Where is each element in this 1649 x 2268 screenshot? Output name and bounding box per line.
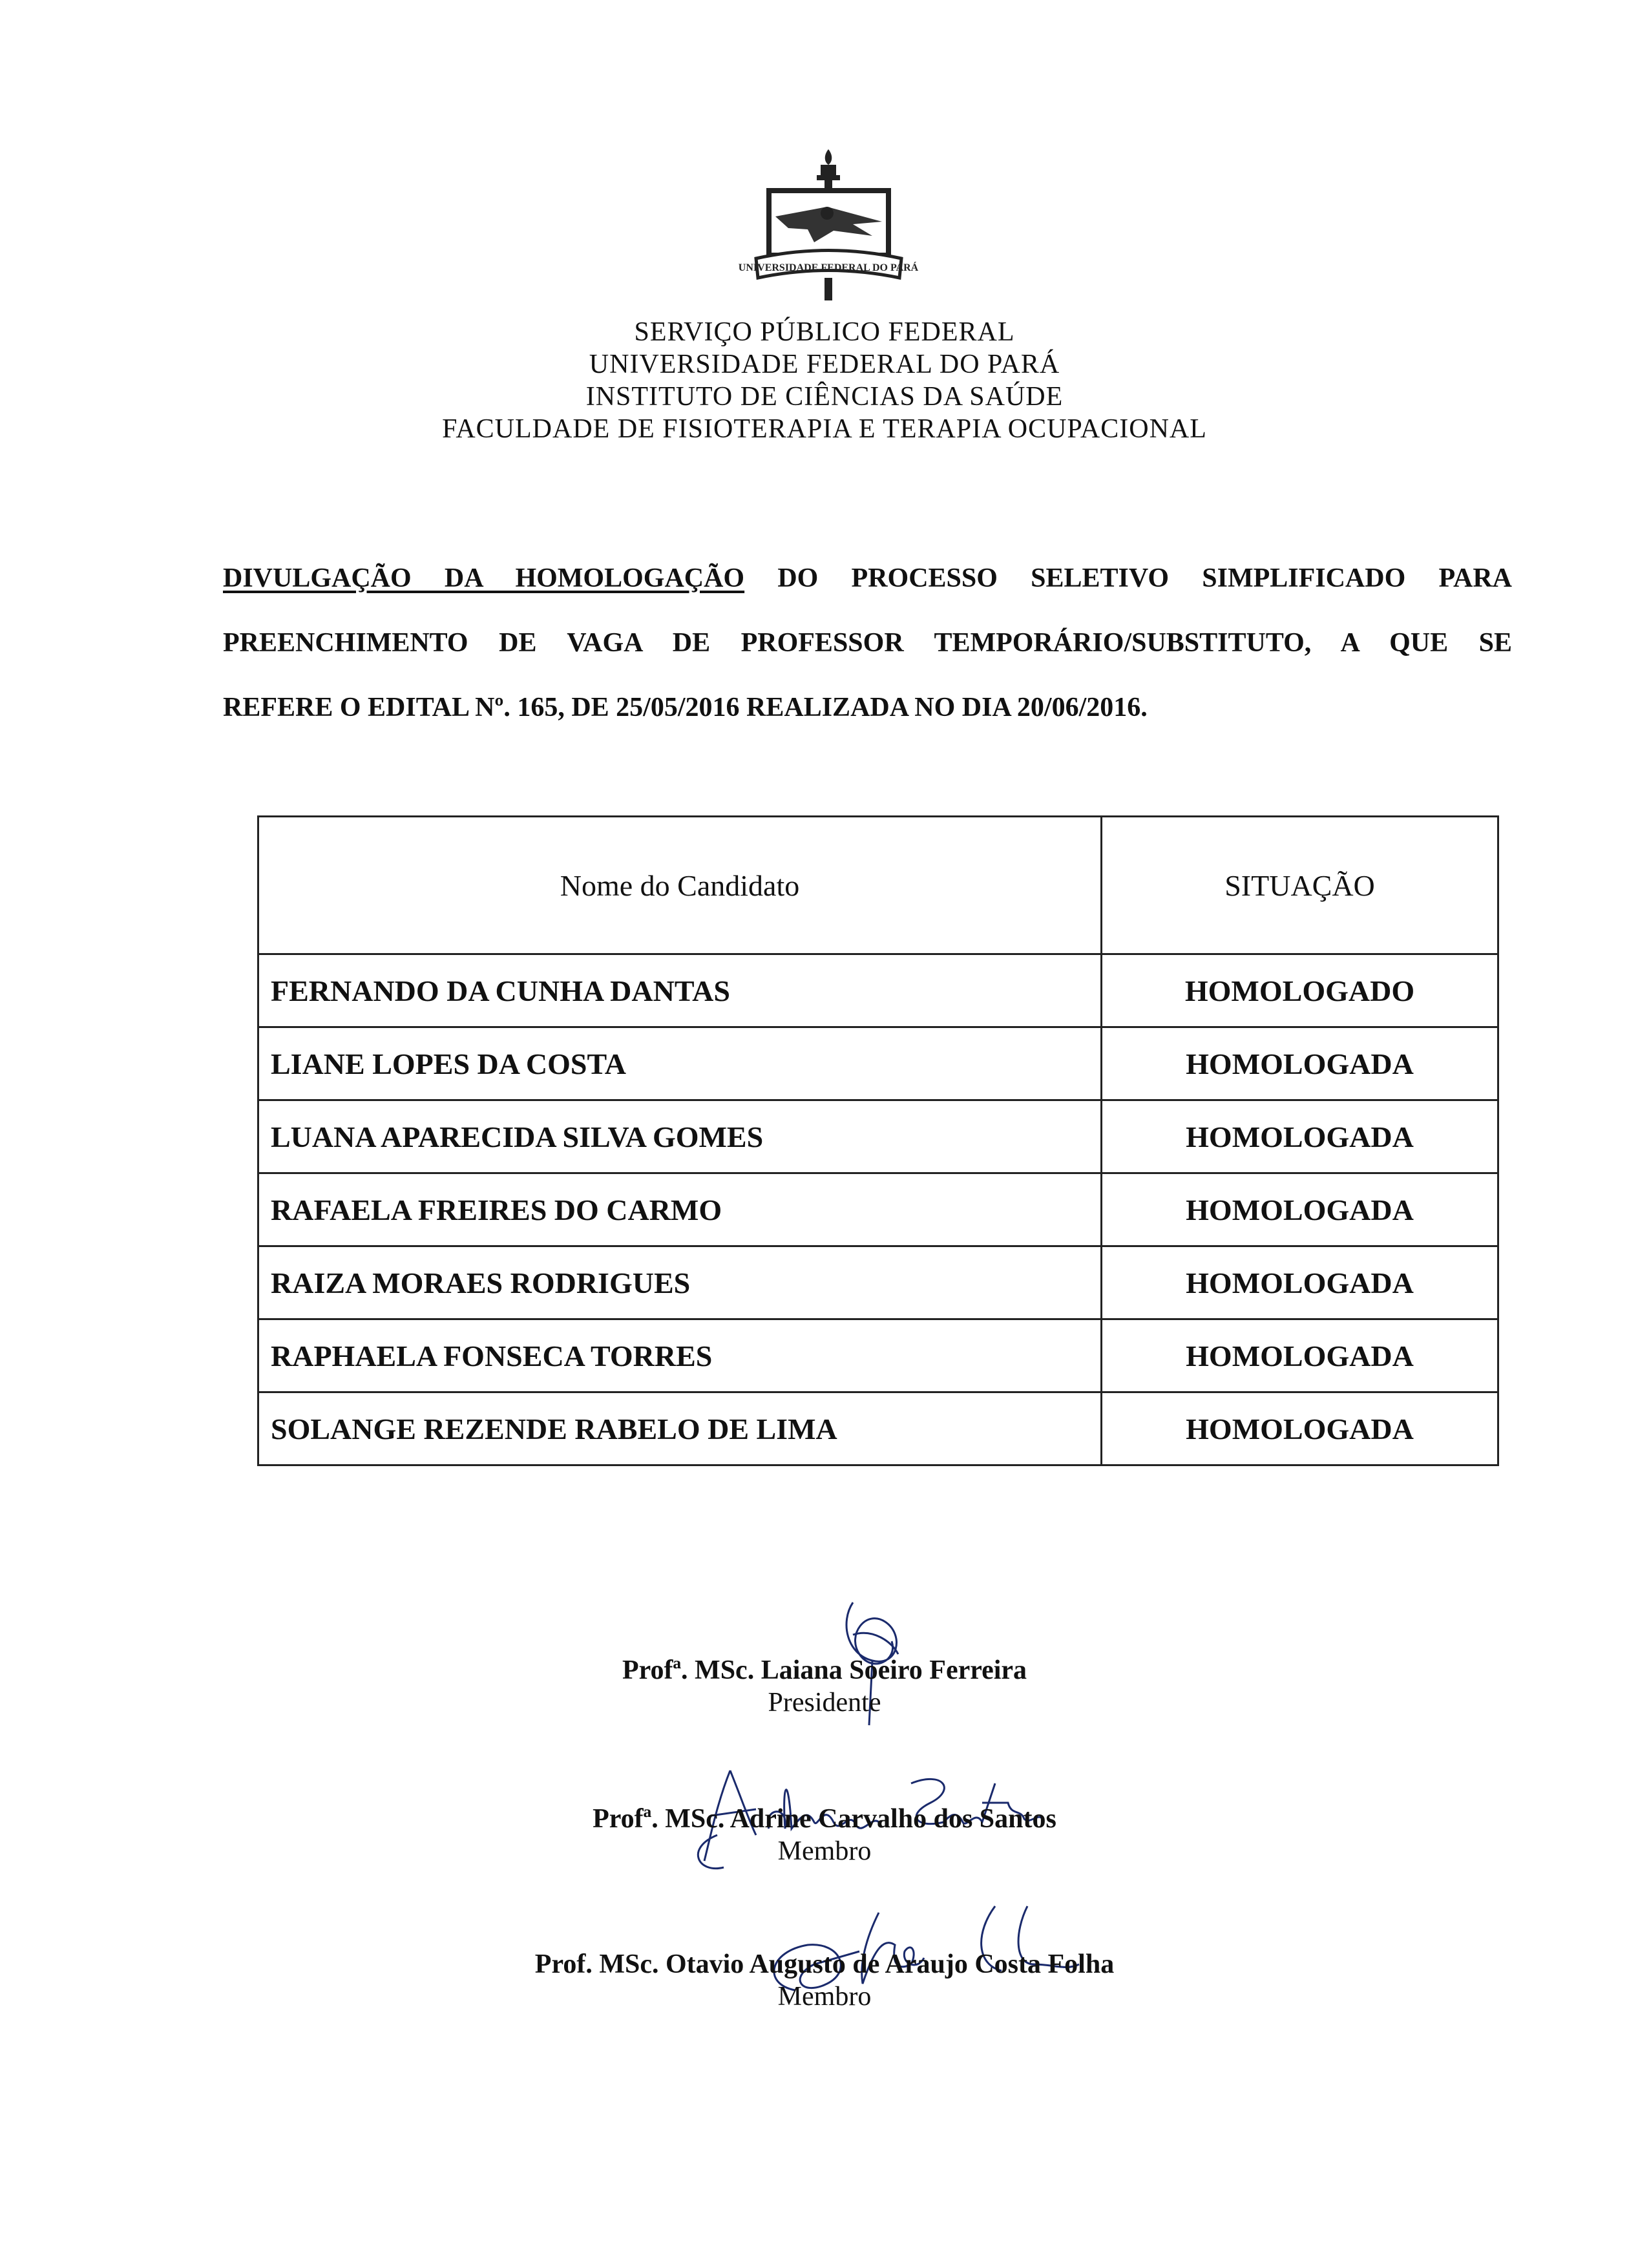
candidate-status: HOMOLOGADA: [1102, 1027, 1498, 1100]
candidate-status: HOMOLOGADA: [1102, 1392, 1498, 1465]
university-crest-logo: [738, 145, 919, 304]
candidate-name: RAIZA MORAES RODRIGUES: [258, 1246, 1102, 1319]
table-header-row: [258, 817, 1498, 954]
signatory-3: [0, 1948, 1649, 2013]
signatory-2-role: Membro: [777, 1836, 872, 1866]
signatory-1-name: Profª. MSc. Laiana Soeiro Ferreira: [622, 1655, 1027, 1685]
table-row: [258, 954, 1498, 1027]
candidate-name: LUANA APARECIDA SILVA GOMES: [258, 1100, 1102, 1173]
announcement-paragraph: [223, 546, 1512, 740]
column-header-name: Nome do Candidato: [258, 817, 1102, 954]
candidate-status: HOMOLOGADA: [1102, 1246, 1498, 1319]
candidate-name: LIANE LOPES DA COSTA: [258, 1027, 1102, 1100]
table-row: [258, 1027, 1498, 1100]
table-row: [258, 1100, 1498, 1173]
intro-line-2: PREENCHIMENTO DE VAGA DE PROFESSOR TEMPORÁRIO/SUBSTITUTO, A QUE SE: [223, 628, 1512, 658]
candidate-status: HOMOLOGADA: [1102, 1173, 1498, 1246]
svg-text:UNIVERSIDADE FEDERAL DO PARÁ: UNIVERSIDADE FEDERAL DO PARÁ: [738, 262, 919, 273]
signatory-1: [0, 1654, 1649, 1719]
intro-line-1: [223, 546, 1512, 611]
table-row: [258, 1319, 1498, 1392]
candidate-name: SOLANGE REZENDE RABELO DE LIMA: [258, 1392, 1102, 1465]
header-line-3: INSTITUTO DE CIÊNCIAS DA SAÚDE: [585, 382, 1064, 412]
intro-underlined-title: DIVULGAÇÃO DA HOMOLOGAÇÃO: [223, 563, 745, 593]
table-row: [258, 1392, 1498, 1465]
intro-line-3: REFERE O EDITAL Nº. 165, DE 25/05/2016 REALIZADA NO DIA 20/06/2016.: [223, 693, 1148, 722]
header-line-1: SERVIÇO PÚBLICO FEDERAL: [634, 317, 1015, 347]
candidate-status: HOMOLOGADO: [1102, 954, 1498, 1027]
candidate-name: FERNANDO DA CUNHA DANTAS: [258, 954, 1102, 1027]
column-header-status: SITUAÇÃO: [1102, 817, 1498, 954]
signatory-3-name: Prof. MSc. Otavio Augusto de Araujo Costa Folha: [534, 1949, 1115, 1979]
candidate-name: RAFAELA FREIRES DO CARMO: [258, 1173, 1102, 1246]
signatory-2-name: Profª. MSc. Adrine Carvalho dos Santos: [593, 1804, 1056, 1834]
candidate-status: HOMOLOGADA: [1102, 1319, 1498, 1392]
table-row: [258, 1246, 1498, 1319]
table-row: [258, 1173, 1498, 1246]
candidates-table: [257, 815, 1499, 1466]
header-line-4: FACULDADE DE FISIOTERAPIA E TERAPIA OCUPACIONAL: [442, 414, 1207, 444]
candidate-status: HOMOLOGADA: [1102, 1100, 1498, 1173]
intro-line-1-rest: DO PROCESSO SELETIVO SIMPLIFICADO PARA: [777, 563, 1513, 593]
signatory-1-role: Presidente: [768, 1688, 881, 1717]
candidate-name: RAPHAELA FONSECA TORRES: [258, 1319, 1102, 1392]
signatory-2: [0, 1803, 1649, 1867]
signatory-3-role: Membro: [777, 1982, 872, 2011]
header-line-2: UNIVERSIDADE FEDERAL DO PARÁ: [589, 350, 1060, 379]
